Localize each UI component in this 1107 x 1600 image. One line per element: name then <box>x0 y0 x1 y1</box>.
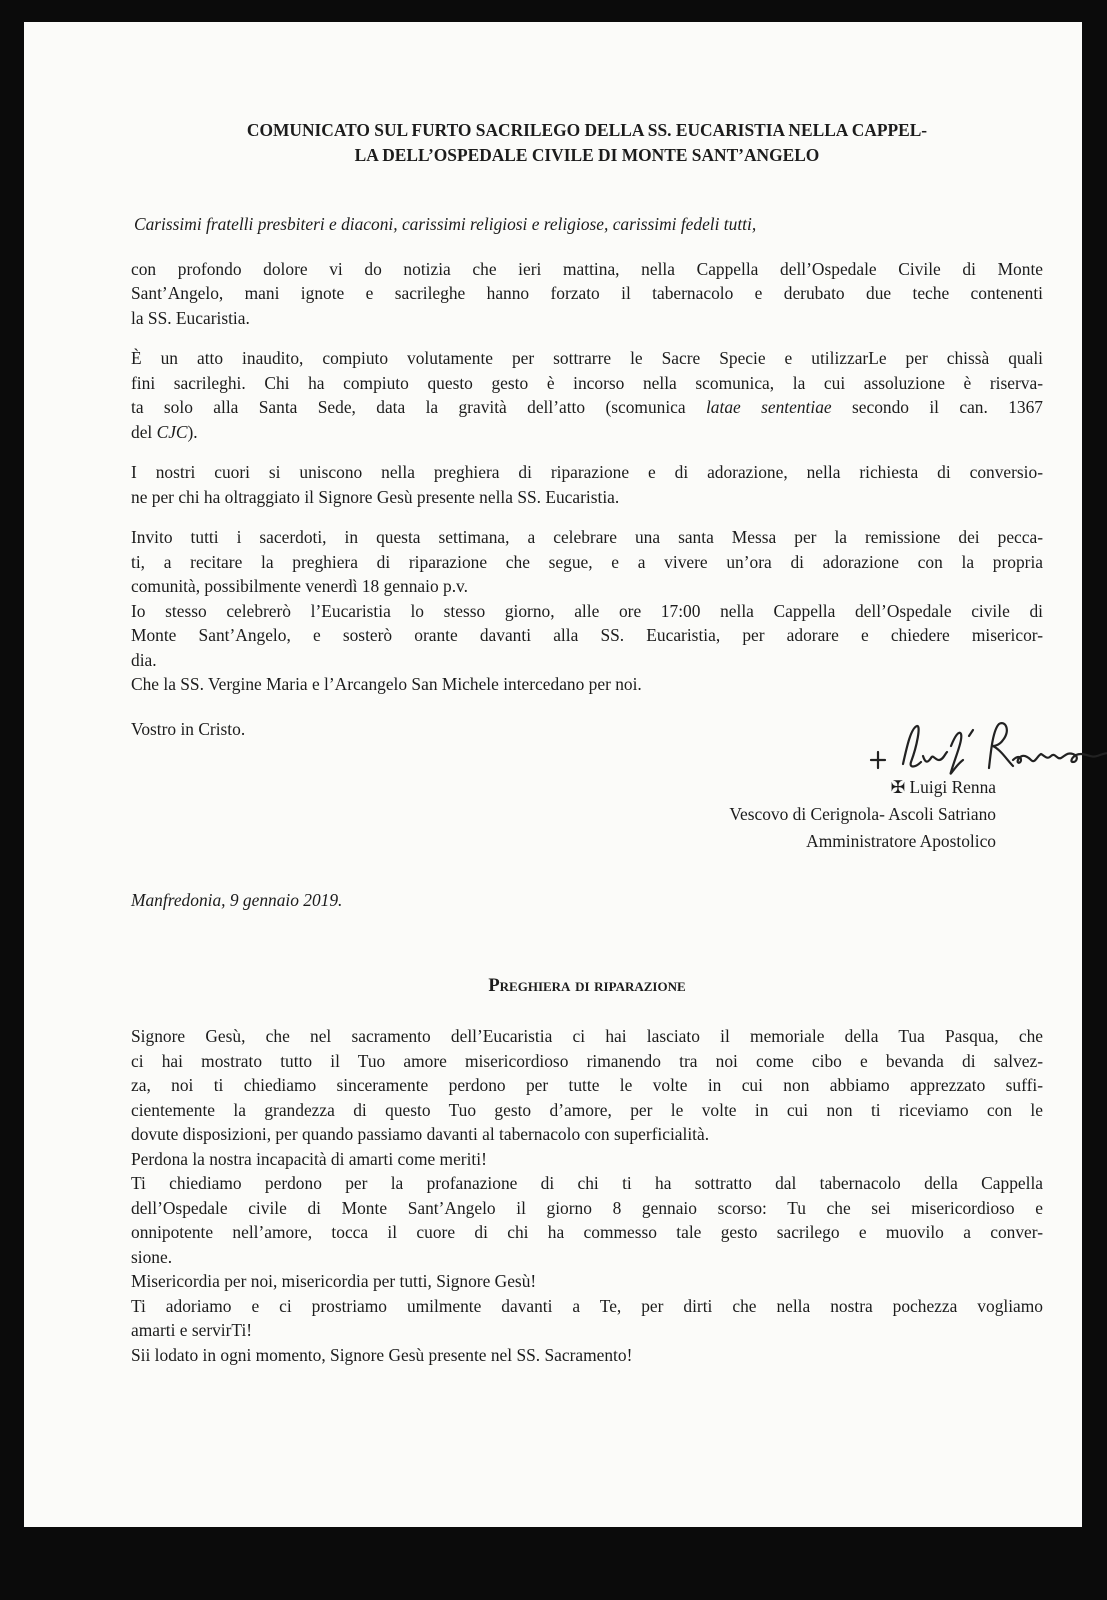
paragraph-line: Monte Sant’Angelo, e sosterò orante davanti alla SS. Eucaristia, per adorare e chiedere misericor- <box>131 625 1043 645</box>
signatory-title: Amministratore Apostolico <box>806 831 996 851</box>
paragraph-line: ne per chi ha oltraggiato il Signore Gesù presente nella SS. Eucaristia. <box>131 486 620 507</box>
greeting: Carissimi fratelli presbiteri e diaconi, carissimi religiosi e religiose, carissimi fedeli tutti, <box>134 214 757 234</box>
prayer-text <box>131 1024 1043 1367</box>
signatory-role: Vescovo di Cerignola- Ascoli Satriano <box>729 804 996 824</box>
prayer-line: cientemente la grandezza di questo Tuo gesto d’amore, per le volte in cui non ti riceviamo con le <box>131 1099 1043 1120</box>
text-run: del <box>131 421 157 442</box>
prayer-line: Ti adoriamo e ci prostriamo umilmente davanti a Te, per dirti che nella nostra pochezza vogliamo <box>131 1295 1043 1316</box>
prayer-line: amarti e servirTi! <box>131 1320 253 1340</box>
paragraph-line: Invito tutti i sacerdoti, in questa settimana, a celebrare una santa Messa per la remissione dei pecca- <box>131 527 1043 547</box>
paragraph-line: con profondo dolore vi do notizia che ieri mattina, nella Cappella dell’Ospedale Civile di Monte <box>131 258 1043 279</box>
paragraph-1 <box>131 257 1043 331</box>
title-line-1: COMUNICATO SUL FURTO SACRILEGO DELLA SS. EUCARISTIA NELLA CAPPEL- <box>246 120 928 140</box>
paragraph-line <box>131 420 1043 445</box>
prayer-line: ci hai mostrato tutto il Tuo amore misericordioso rimanendo tra noi come cibo e bevanda di salvez- <box>131 1050 1043 1071</box>
paragraph-line: dia. <box>131 649 157 670</box>
prayer-line: Misericordia per noi, misericordia per tutti, Signore Gesù! <box>131 1271 537 1291</box>
prayer-line: Ti chiediamo perdono per la profanazione di chi ti ha sottratto dal tabernacolo della Cappella <box>131 1173 1043 1193</box>
prayer-line: za, noi ti chiediamo sinceramente perdono per tutte le volte in cui non abbiamo apprezzato suffi- <box>131 1075 1043 1095</box>
closing-salutation: Vostro in Cristo. <box>131 718 246 739</box>
signatory-name: ✠ Luigi Renna <box>890 777 996 797</box>
paragraph-3 <box>131 460 1043 509</box>
paragraph-line: comunità, possibilmente venerdì 18 gennaio p.v. <box>131 576 468 596</box>
paragraph-2 <box>131 346 1043 444</box>
paragraph-line: I nostri cuori si uniscono nella preghiera di riparazione e di adorazione, nella richiesta di conversio- <box>131 462 1043 482</box>
prayer-line: Sii lodato in ogni momento, Signore Gesù presente nel SS. Sacramento! <box>131 1344 633 1365</box>
text-run: ). <box>187 421 198 442</box>
paragraph-4 <box>131 525 1043 697</box>
prayer-line: dell’Ospedale civile di Monte Sant’Angelo il giorno 8 gennaio scorso: Tu che sei misericordioso e <box>131 1197 1043 1218</box>
paragraph-line: Che la SS. Vergine Maria e l’Arcangelo San Michele intercedano per noi. <box>131 674 642 694</box>
paragraph-line: ti, a recitare la preghiera di riparazione che segue, e a vivere un’ora di adorazione con la propria <box>131 551 1043 572</box>
prayer-title: Preghiera di riparazione <box>488 976 686 996</box>
paragraph-line: fini sacrileghi. Chi ha compiuto questo gesto è incorso nella scomunica, la cui assoluzione è riserva- <box>131 372 1043 393</box>
paragraph-line: Sant’Angelo, mani ignote e sacrileghe hanno forzato il tabernacolo e derubato due teche contenenti <box>131 283 1043 303</box>
paragraph-line <box>131 395 1043 420</box>
paragraph-line: la SS. Eucaristia. <box>131 307 250 328</box>
title-line-2: LA DELL’OSPEDALE CIVILE DI MONTE SANT’ANGELO <box>354 145 820 165</box>
prayer-line: onnipotente nell’amore, tocca il cuore di chi ha commesso tale gesto sacrilego e muovilo a conver- <box>131 1222 1043 1242</box>
prayer-line: dovute disposizioni, per quando passiamo davanti al tabernacolo con superficialità. <box>131 1124 710 1144</box>
code-abbreviation: CJC <box>156 421 188 442</box>
paragraph-line: È un atto inaudito, compiuto volutamente per sottrarre le Sacre Specie e utilizzarLe per chissà quali <box>131 348 1043 368</box>
document-page <box>24 22 1082 1527</box>
document-title <box>131 118 1043 168</box>
signature-block <box>729 774 996 855</box>
prayer-line: sione. <box>131 1246 173 1267</box>
latin-term: latae sententiae <box>705 397 832 417</box>
document-content <box>131 118 1043 1365</box>
prayer-line: Perdona la nostra incapacità di amarti come meriti! <box>131 1148 487 1169</box>
document-date: Manfredonia, 9 gennaio 2019. <box>131 890 343 910</box>
prayer-line: Signore Gesù, che nel sacramento dell’Eucaristia ci hai lasciato il memoriale della Tua Pasqua, che <box>131 1026 1043 1046</box>
text-run: ta solo alla Santa Sede, data la gravità dell’atto (scomunica <box>131 397 706 417</box>
paragraph-line: Io stesso celebrerò l’Eucaristia lo stesso giorno, alle ore 17:00 nella Cappella dell’Ospedale civile di <box>131 600 1043 621</box>
text-run: secondo il can. 1367 <box>831 397 1043 417</box>
